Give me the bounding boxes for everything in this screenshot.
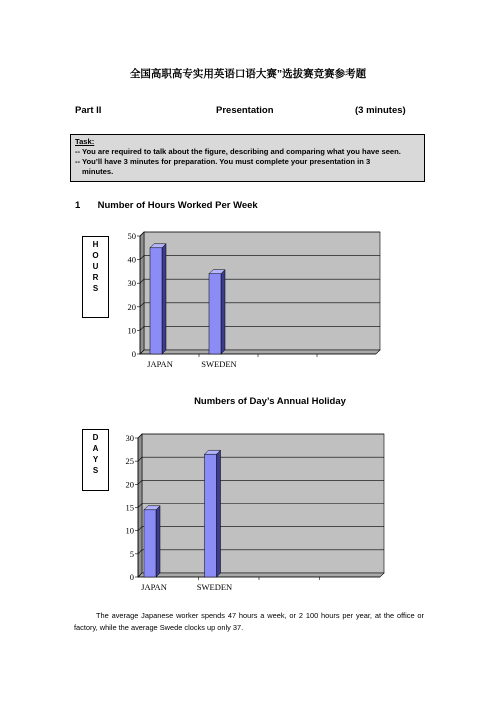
bar-side [156,506,160,577]
hours-letter: R [92,273,99,282]
hours-chart [120,226,390,372]
days-letter: D [92,433,99,442]
y-tick-label: 0 [129,572,134,582]
y-tick-label: 10 [125,525,134,536]
x-tick-label: SWEDEN [196,582,233,592]
hours-letter: O [92,251,99,260]
section-title: Number of Hours Worked Per Week [97,200,258,211]
chart2-title: Numbers of Day’s Annual Holiday [194,396,346,407]
bar-japan [150,248,162,354]
bar-side [162,244,166,354]
y-tick-label: 15 [125,502,134,513]
bar-side [221,270,225,354]
y-tick-label: 25 [125,456,134,467]
hours-axis-label [82,236,109,318]
hours-letter: S [92,284,99,293]
days-letter: S [92,466,99,475]
x-tick-label: SWEDEN [201,359,237,369]
x-tick-label: JAPAN [147,359,173,369]
body-paragraph: The average Japanese worker spends 47 hours a week, or 2 100 hours per year, at the office or factory, while the average Swede clocks up only 37. [74,611,424,632]
task-line-2: -- You’ll have 3 minutes for preparation. You must complete your presentation in 3 [75,157,371,166]
y-tick-label: 10 [127,325,136,336]
hours-letter: U [92,262,99,271]
task-line-1: -- You are required to talk about the figure, describing and comparing what you have seen. [75,147,401,156]
days-chart [116,428,392,594]
days-letter: Y [92,455,99,464]
task-box [70,134,425,182]
time-limit: (3 minutes) [355,105,406,116]
plot-floor [138,573,384,577]
hours-letter: H [92,240,99,249]
plot-side-wall [140,232,144,354]
plot-back-wall [144,232,380,350]
part-title: Presentation [216,105,274,116]
plot-floor [140,350,380,354]
days-letter: A [92,444,99,453]
bar-side [217,450,221,577]
y-tick-label: 40 [127,254,136,265]
y-tick-label: 30 [127,278,136,289]
task-label: Task: [75,137,95,146]
task-line-3: minutes. [82,167,114,176]
bar-sweden [209,274,221,354]
y-tick-label: 50 [127,231,136,241]
x-tick-label: JAPAN [141,582,167,592]
document-title: 全国高职高专实用英语口语大赛”选拔赛竞赛参考题 [129,68,367,80]
bar-japan [144,510,156,577]
y-tick-label: 20 [125,479,134,490]
y-tick-label: 0 [131,349,136,359]
y-tick-label: 20 [127,301,136,312]
days-axis-label [82,429,109,491]
y-tick-label: 30 [125,433,134,443]
part-label: Part II [75,105,102,116]
y-tick-label: 5 [129,548,134,559]
section-number: 1 [75,200,81,211]
bar-sweden [205,454,217,577]
section-heading [75,200,258,211]
body-text [74,610,424,634]
